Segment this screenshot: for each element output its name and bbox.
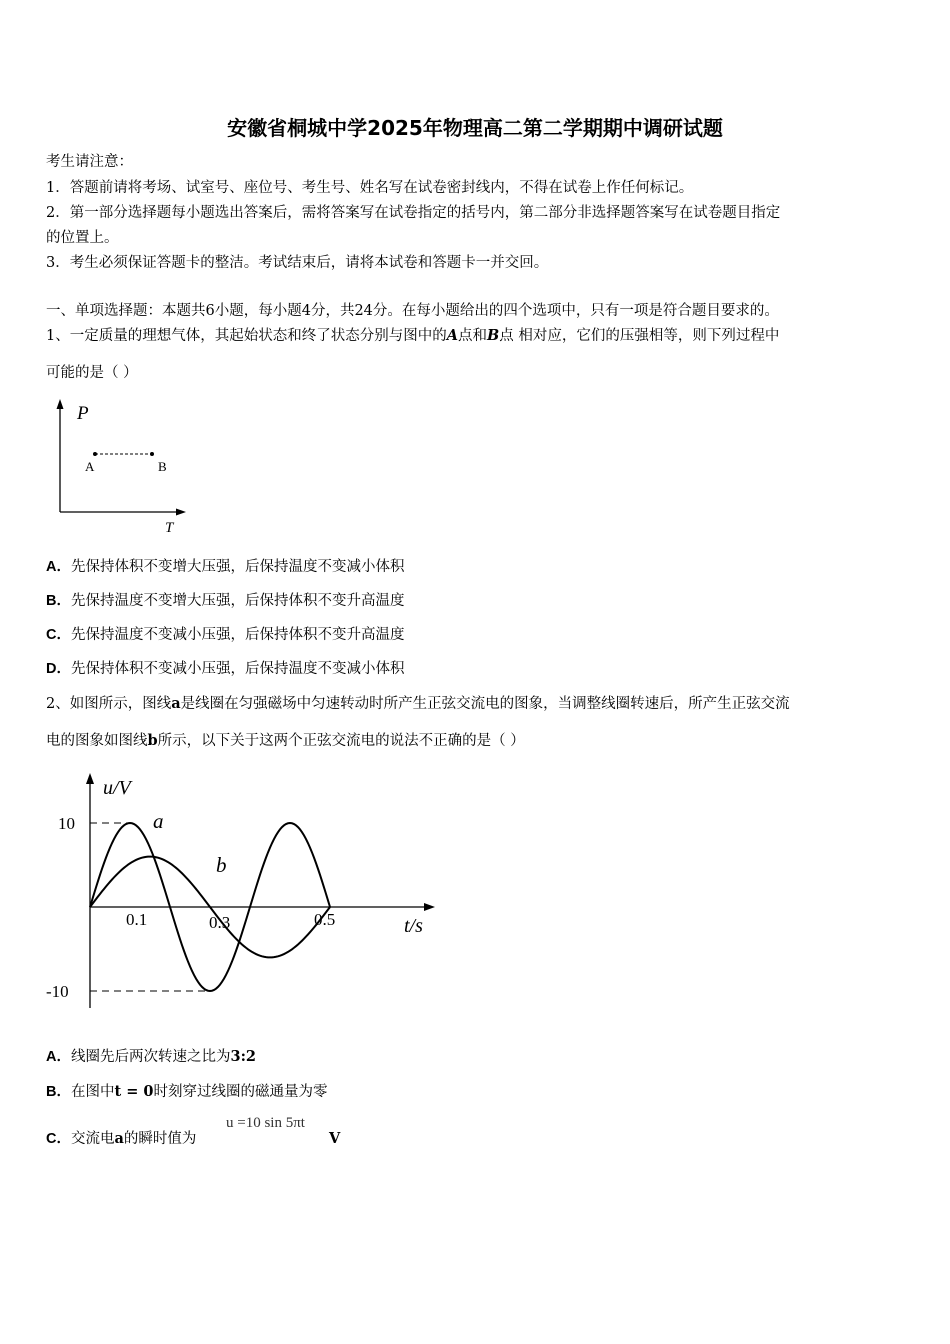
q1-option-a-label: A．: [46, 559, 71, 575]
ut-y-tick-neg10: -10: [46, 982, 69, 1001]
q1-stem-end: 可能的是（ ）: [46, 365, 138, 381]
q2-option-a[interactable]: [46, 1047, 256, 1067]
section-heading: 一、单项选择题：本题共6小题，每小题4分，共24分。在每小题给出的四个选项中，只有一项是符合题目要求的。: [46, 303, 779, 319]
q1-option-d[interactable]: [46, 659, 404, 679]
q1-option-b-text: 先保持温度不变增大压强，后保持体积不变升高温度: [70, 593, 405, 609]
q1-point-a-ref: A: [446, 327, 458, 344]
q2-option-b[interactable]: [46, 1082, 328, 1102]
ut-y-tick-10: 10: [58, 814, 75, 833]
pt-point-a: [93, 452, 97, 456]
q1-option-c-text: 先保持温度不变减小压强，后保持体积不变升高温度: [70, 627, 405, 643]
pt-diagram: [40, 395, 200, 540]
pt-y-label: P: [77, 403, 89, 424]
q1-option-d-text: 先保持体积不变减小压强，后保持温度不变减小体积: [70, 661, 405, 677]
q2-option-b-label: B．: [46, 1084, 71, 1100]
q1-option-b-label: B．: [46, 593, 71, 609]
q2-stem-a2: 是线圈在匀强磁场中匀速转动时所产生正弦交流电的图象，当调整线圈转速后，所产生正弦交流: [180, 696, 790, 712]
q2-option-b-text: 在图中: [70, 1084, 115, 1100]
pt-x-arrow: [176, 509, 186, 516]
q2-stem-b2: 所示，以下关于这两个正弦交流电的说法不正确的是（ ）: [157, 733, 525, 749]
q2-option-b-text2: 时刻穿过线圈的磁通量为零: [153, 1084, 328, 1100]
q1-option-a-text: 先保持体积不变增大压强，后保持温度不变减小体积: [70, 559, 405, 575]
pt-y-arrow: [57, 399, 64, 409]
q2-option-c-curve: a: [114, 1130, 124, 1147]
q2-option-c-formula: u =10 sin 5πt: [226, 1115, 305, 1131]
q1-stem-text-a: 1、一定质量的理想气体，其起始状态和终了状态分别与图中的: [46, 328, 447, 344]
q2-curve-b-ref: b: [147, 732, 158, 749]
q2-curve-a-ref: a: [171, 695, 181, 712]
pt-label-b: B: [158, 459, 167, 474]
notice-item-1: 1．答题前请将考场、试室号、座位号、考生号、姓名写在试卷密封线内，不得在试卷上作任何标记。: [46, 180, 694, 196]
q2-option-a-text: 线圈先后两次转速之比为: [70, 1049, 231, 1065]
q1-option-a[interactable]: [46, 557, 404, 577]
q1-stem: [46, 326, 779, 346]
q2-option-c-label: C．: [46, 1131, 71, 1147]
pt-x-label: T: [165, 520, 174, 536]
ut-x-label: t/s: [404, 915, 423, 937]
q2-option-a-ratio: 3:2: [230, 1048, 257, 1065]
notice-item-2-cont: 的位置上。: [46, 230, 119, 246]
q1-option-c[interactable]: [46, 625, 404, 645]
ut-x-arrow: [424, 903, 435, 911]
q1-option-c-label: C．: [46, 627, 71, 643]
q2-stem-b1: 电的图象如图线: [46, 733, 148, 749]
q2-stem-cont: [46, 731, 525, 751]
q2-option-c-unit: V: [329, 1130, 341, 1147]
q2-option-c-text2: 的瞬时值为: [123, 1131, 197, 1147]
q2-stem: [46, 694, 790, 714]
notice-item-2: 2．第一部分选择题每小题选出答案后，需将答案写在试卷指定的括号内，第二部分非选择题答案写在试卷题目指定: [46, 205, 781, 221]
ut-series-a-label: a: [153, 809, 164, 833]
ut-y-arrow: [86, 773, 94, 784]
ut-series-b-label: b: [216, 853, 227, 877]
q2-option-c[interactable]: [46, 1129, 196, 1149]
ut-chart: [40, 770, 450, 1015]
ut-x-tick-0.3: 0.3: [209, 913, 231, 932]
notice-heading: 考生请注意：: [46, 154, 133, 170]
q1-option-b[interactable]: [46, 591, 404, 611]
page-title: 安徽省桐城中学2025年物理高二第二学期期中调研试题: [227, 116, 723, 140]
notice-item-3: 3．考生必须保证答题卡的整洁。考试结束后，请将本试卷和答题卡一并交回。: [46, 255, 549, 271]
ut-x-tick-0.5: 0.5: [314, 910, 336, 929]
pt-point-b: [150, 452, 154, 456]
q1-stem-mid: 点和: [458, 328, 487, 344]
pt-label-a: A: [85, 459, 95, 474]
q1-point-b-ref: B: [487, 327, 500, 344]
q2-stem-a1: 2、如图所示，图线: [46, 696, 172, 712]
q2-option-c-text: 交流电: [70, 1131, 115, 1147]
ut-y-label: u/V: [103, 777, 131, 799]
q2-option-b-time: t = 0: [114, 1083, 154, 1100]
q1-stem-text-b: 点 相对应，它们的压强相等，则下列过程中: [499, 328, 780, 344]
ut-x-tick-0.1: 0.1: [126, 910, 148, 929]
q2-option-a-label: A．: [46, 1049, 71, 1065]
q1-option-d-label: D．: [46, 661, 71, 677]
